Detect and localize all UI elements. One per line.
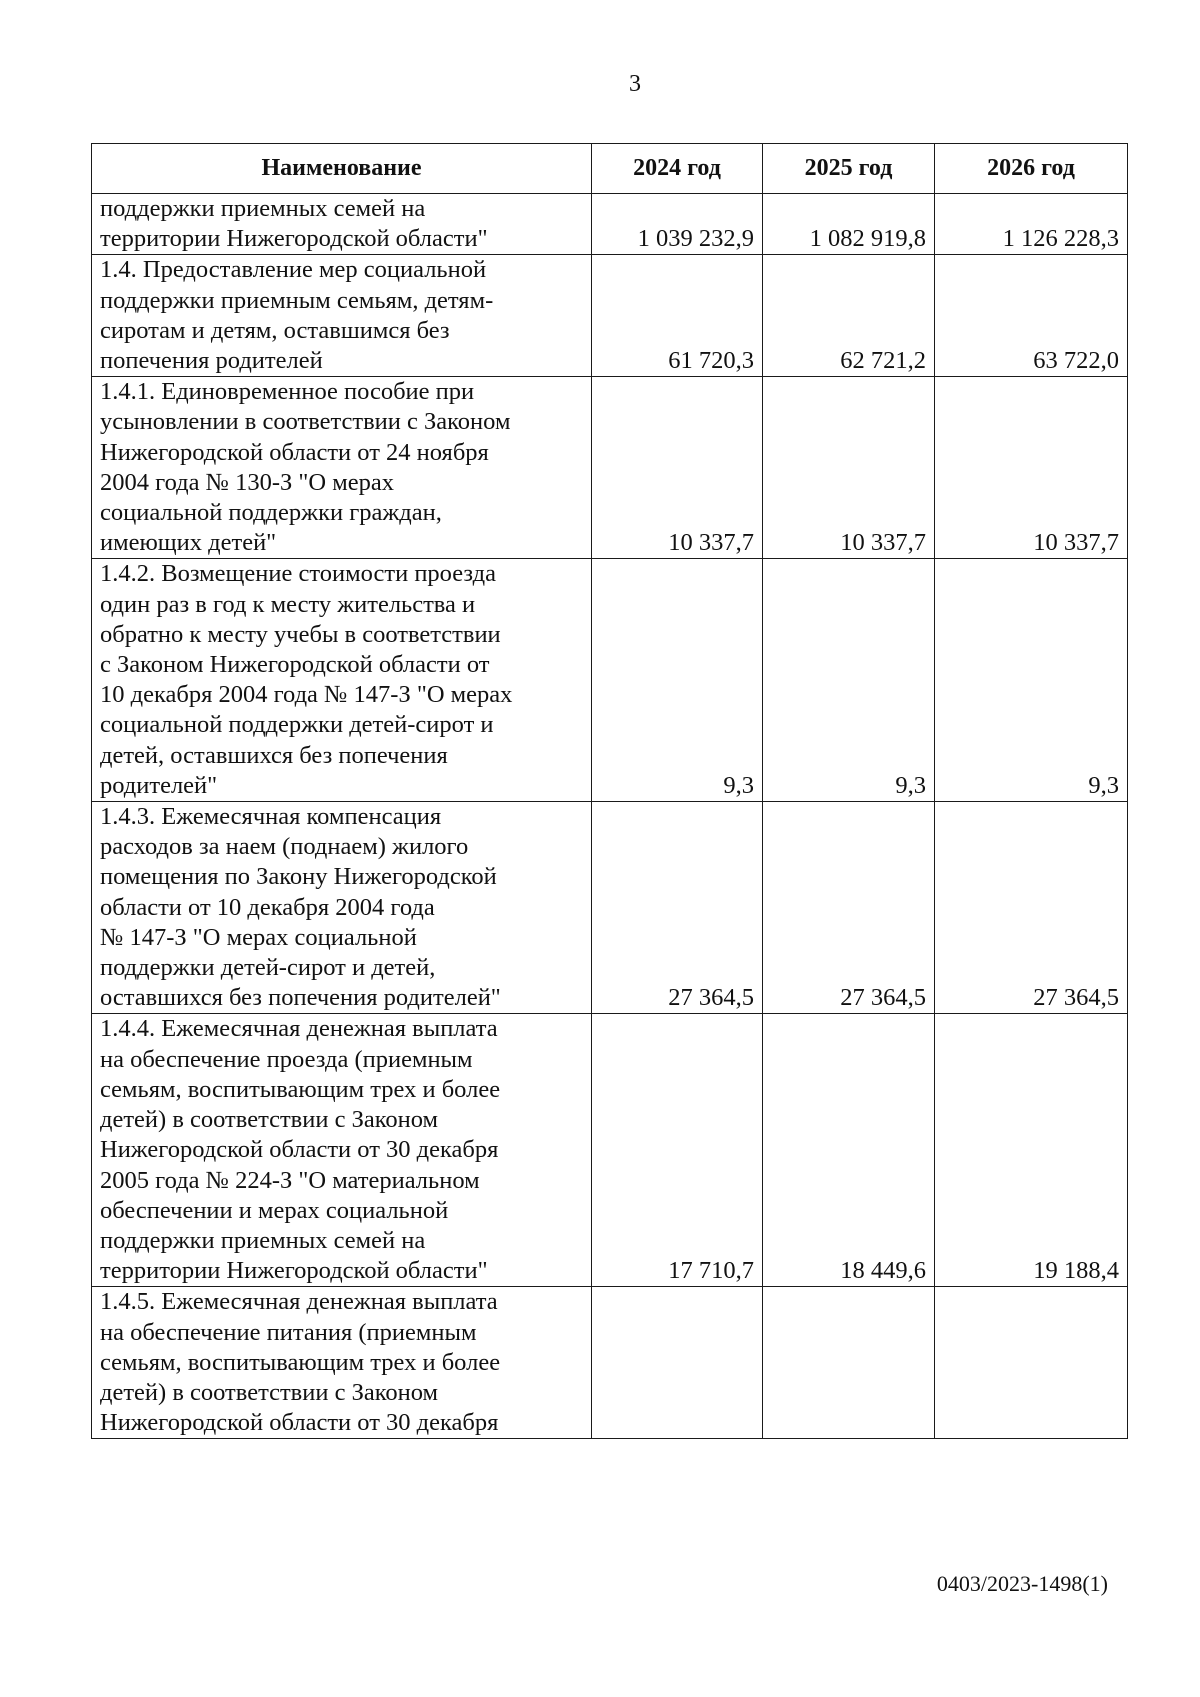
row-name-line: поддержки приемных семей на [100,195,426,222]
row-value-2024: 27 364,5 [592,802,763,1014]
row-name-line: поддержки детей-сирот и детей, [100,954,436,982]
row-name-line: Нижегородской области от 30 декабря [100,1136,499,1164]
row-name-cell [92,377,592,559]
row-name-line: имеющих детей" [100,529,277,557]
row-value-2025: 9,3 [763,559,935,802]
row-name-line: Нижегородской области от 30 декабря [100,1409,499,1437]
row-name-line: с Законом Нижегородской области от [100,651,490,679]
row-value-2025: 1 082 919,8 [763,194,935,255]
table-row [92,802,1128,1014]
row-value-2026 [935,1287,1128,1439]
row-value-2026: 9,3 [935,559,1128,802]
row-name-line: 1.4.3. Ежемесячная компенсация [100,803,442,831]
row-name-line: области от 10 декабря 2004 года [100,893,435,921]
row-name-line: расходов за наем (поднаем) жилого [100,833,469,861]
row-name-line: семьям, воспитывающим трех и более [100,1075,501,1103]
row-name-line: сиротам и детям, оставшимся без [100,316,450,344]
row-value-2026: 63 722,0 [935,255,1128,377]
row-name-line: попечения родителей [100,347,323,375]
table-row [92,377,1128,559]
row-name-line: территории Нижегородской области" [100,225,488,253]
row-value-2024: 10 337,7 [592,377,763,559]
row-name-cell [92,194,592,255]
row-value-2026: 19 188,4 [935,1014,1128,1287]
row-name-line: один раз в год к месту жительства и [100,590,476,618]
row-value-2026: 10 337,7 [935,377,1128,559]
row-name-line: родителей" [100,771,218,799]
row-name-line: усыновлении в соответствии с Законом [100,408,511,436]
row-name-line: поддержки приемным семьям, детям- [100,286,494,314]
row-name-line: 2004 года № 130-З "О мерах [100,468,394,496]
row-name-line: 1.4. Предоставление мер социальной [100,256,487,284]
row-value-2024 [592,1287,763,1439]
row-value-2025 [763,1287,935,1439]
row-value-2025: 10 337,7 [763,377,935,559]
row-name-line: 1.4.4. Ежемесячная денежная выплата [100,1015,498,1043]
row-name-cell [92,802,592,1014]
row-value-2024: 17 710,7 [592,1014,763,1287]
row-name-line: обратно к месту учебы в соответствии [100,620,501,648]
row-value-2026: 27 364,5 [935,802,1128,1014]
row-name-line: оставшихся без попечения родителей" [100,984,501,1012]
row-name-line: 1.4.1. Единовременное пособие при [100,378,475,406]
document-code: 0403/2023-1498(1) [936,1571,1108,1596]
row-name-line: на обеспечение проезда (приемным [100,1045,473,1073]
row-value-2024: 61 720,3 [592,255,763,377]
row-name-line: детей) в соответствии с Законом [100,1106,439,1134]
page-number: 3 [629,71,641,97]
row-name-line: 1.4.5. Ежемесячная денежная выплата [100,1288,498,1316]
row-name-line: обеспечении и мерах социальной [100,1196,449,1224]
row-name-line: детей, оставшихся без попечения [100,741,448,769]
header-2025: 2025 год [763,144,935,194]
header-name: Наименование [92,144,592,194]
row-name-line: социальной поддержки граждан, [100,499,442,527]
row-name-line: 10 декабря 2004 года № 147-З "О мерах [100,681,513,709]
table-body [92,194,1128,1439]
row-name-cell [92,1014,592,1287]
table-header-row [92,144,1128,194]
table-row [92,559,1128,802]
row-name-line: 1.4.2. Возмещение стоимости проезда [100,560,496,588]
row-name-line: Нижегородской области от 24 ноября [100,438,489,466]
row-name-line: детей) в соответствии с Законом [100,1378,439,1406]
table-row [92,1014,1128,1287]
row-name-line: социальной поддержки детей-сирот и [100,711,494,739]
table-row [92,1287,1128,1439]
table-row [92,255,1128,377]
table-row [92,194,1128,255]
row-value-2026: 1 126 228,3 [935,194,1128,255]
row-value-2025: 18 449,6 [763,1014,935,1287]
header-2026: 2026 год [935,144,1128,194]
row-value-2025: 62 721,2 [763,255,935,377]
row-name-line: 2005 года № 224-З "О материальном [100,1166,480,1194]
row-value-2025: 27 364,5 [763,802,935,1014]
row-name-line: территории Нижегородской области" [100,1257,488,1285]
header-2024: 2024 год [592,144,763,194]
row-name-line: № 147-З "О мерах социальной [100,923,417,951]
row-name-line: на обеспечение питания (приемным [100,1318,477,1346]
row-name-cell [92,255,592,377]
row-name-cell [92,1287,592,1439]
row-name-line: помещения по Закону Нижегородской [100,863,497,891]
row-name-line: поддержки приемных семей на [100,1226,426,1254]
row-name-cell [92,559,592,802]
row-value-2024: 9,3 [592,559,763,802]
row-name-line: семьям, воспитывающим трех и более [100,1348,501,1376]
row-value-2024: 1 039 232,9 [592,194,763,255]
budget-table [91,143,1128,1439]
